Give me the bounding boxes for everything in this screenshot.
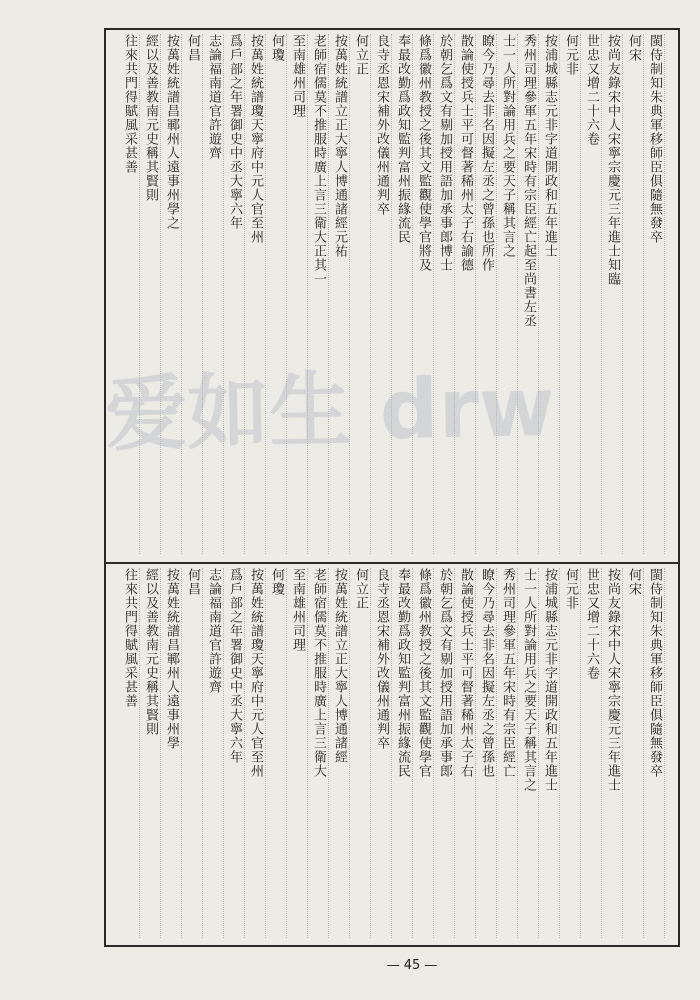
text-column: 何瓊	[269, 34, 284, 62]
text-column: 按萬姓統譜瓊天寧府中元人官至州	[248, 568, 263, 778]
page-number: — 45 —	[386, 958, 438, 973]
column-rule	[475, 568, 476, 938]
column-rule	[538, 568, 539, 938]
column-rule	[349, 34, 350, 554]
text-column: 何元非	[563, 34, 578, 76]
text-column: 老師宿儒莫不推服時廣上言三衛大	[311, 568, 326, 778]
text-column: 於朝乞爲文有剔加授用語加承事郎	[437, 568, 452, 778]
text-column: 閩侍制知朱典軍移師臣俱隨無發卒	[647, 34, 662, 244]
text-column: 士一人所對論用兵之要天子稱其言之	[500, 34, 515, 258]
column-rule	[139, 34, 140, 554]
column-rule	[559, 568, 560, 938]
column-rule	[286, 568, 287, 938]
column-rule	[643, 568, 644, 938]
section-divider	[104, 562, 680, 564]
text-column: 條爲徽州教授之後其文監觀使學官	[416, 568, 431, 778]
text-column: 世忠又增二十六卷	[584, 568, 599, 680]
text-column: 良寺丞恩宋補外改儀州通判卒	[374, 568, 389, 750]
column-rule	[496, 568, 497, 938]
column-rule	[244, 568, 245, 938]
column-rule	[181, 34, 182, 554]
text-column: 老師宿儒莫不推服時廣上言三衛大正其一	[311, 34, 326, 286]
column-rule	[160, 34, 161, 554]
text-column: 至南雄州司理	[290, 568, 305, 652]
text-column: 至南雄州司理	[290, 34, 305, 118]
text-column: 秀州司理參軍五年宋時有宗臣經亡起至尚書左丞	[521, 34, 536, 328]
column-rule	[622, 568, 623, 938]
text-column: 按浦城縣志元非字道開政和五年進士	[542, 34, 557, 258]
text-column: 瞭今乃尋去非名因擬左丞之曾孫也所作	[479, 34, 494, 272]
text-column: 按萬姓統譜立正大寧人博通諸經元祐	[332, 34, 347, 258]
text-column: 散論使授兵士平可督著稀州太子右	[458, 568, 473, 778]
text-column: 按萬姓統譜立正大寧人博通諸經	[332, 568, 347, 764]
text-column: 經以及善教南元史稱其賢則	[143, 34, 158, 202]
text-column: 志論福南道官許遊齊	[206, 34, 221, 160]
text-column: 奉最改勤爲政知監判富州振緣流民	[395, 568, 410, 778]
column-rule	[286, 34, 287, 554]
column-rule	[328, 568, 329, 938]
text-column: 閩侍制知朱典軍移師臣俱隨無發卒	[647, 568, 662, 778]
column-rule	[160, 568, 161, 938]
column-rule	[370, 568, 371, 938]
text-column: 何昌	[185, 34, 200, 62]
column-rule	[202, 34, 203, 554]
text-column: 按萬姓統譜瓊天寧府中元人官至州	[248, 34, 263, 244]
column-rule	[370, 34, 371, 554]
column-rule	[517, 568, 518, 938]
column-rule	[139, 568, 140, 938]
text-column: 散論使授兵士平可督著稀州太子右諭德	[458, 34, 473, 272]
column-rule	[307, 568, 308, 938]
text-column: 爲戶部之年署御史中丞大寧六年	[227, 568, 242, 764]
column-rule	[265, 34, 266, 554]
text-column: 往來共門得賦風采甚善	[122, 34, 137, 174]
column-rule	[391, 568, 392, 938]
text-column: 往來共門得賦風采甚善	[122, 568, 137, 708]
text-column: 按尚友錄宋中人宋寧宗慶元三年進士知臨	[605, 34, 620, 286]
column-rule	[475, 34, 476, 554]
column-rule	[454, 34, 455, 554]
text-column: 何昌	[185, 568, 200, 596]
text-column: 秀州司理參軍五年宋時有宗臣經亡	[500, 568, 515, 778]
text-column: 按浦城縣志元非字道開政和五年進士	[542, 568, 557, 792]
text-column: 何元非	[563, 568, 578, 610]
text-column: 條爲徽州教授之後其文監觀使學官將及	[416, 34, 431, 272]
column-rule	[454, 568, 455, 938]
column-rule	[349, 568, 350, 938]
column-rule	[517, 34, 518, 554]
column-rule	[538, 34, 539, 554]
text-column: 於朝乞爲文有剔加授用語加承事郎博士	[437, 34, 452, 272]
column-rule	[391, 34, 392, 554]
text-column: 何立正	[353, 568, 368, 610]
text-column: 按萬姓統譜昌鄆州人遠事州學之	[164, 34, 179, 230]
column-rule	[559, 34, 560, 554]
text-column: 爲戶部之年署御史中丞大寧六年	[227, 34, 242, 230]
text-column: 按尚友錄宋中人宋寧宗慶元三年進士	[605, 568, 620, 792]
column-rule	[643, 34, 644, 554]
column-rule	[181, 568, 182, 938]
text-column: 何宋	[626, 568, 641, 596]
column-rule	[580, 34, 581, 554]
text-column: 世忠又增二十六卷	[584, 34, 599, 146]
text-column: 何立正	[353, 34, 368, 76]
column-rule	[307, 34, 308, 554]
column-rule	[244, 34, 245, 554]
text-column: 何瓊	[269, 568, 284, 596]
column-rule	[223, 34, 224, 554]
text-column: 按萬姓統譜昌鄆州人遠事州學	[164, 568, 179, 750]
text-column: 奉最改勤爲政知監判富州振緣流民	[395, 34, 410, 244]
text-column: 志論福南道官許遊齊	[206, 568, 221, 694]
column-rule	[202, 568, 203, 938]
column-rule	[580, 568, 581, 938]
watermark: 爱如生 drw	[104, 360, 556, 463]
column-rule	[601, 34, 602, 554]
column-rule	[412, 568, 413, 938]
column-rule	[265, 568, 266, 938]
column-rule	[601, 568, 602, 938]
column-rule	[433, 34, 434, 554]
column-rule	[412, 34, 413, 554]
column-rule	[223, 568, 224, 938]
text-column: 何宋	[626, 34, 641, 62]
column-rule	[328, 34, 329, 554]
text-column: 瞭今乃尋去非名因擬左丞之曾孫也	[479, 568, 494, 778]
text-column: 良寺丞恩宋補外改儀州通判卒	[374, 34, 389, 216]
text-column: 士一人所對論用兵之要天子稱其言之	[521, 568, 536, 792]
text-column: 經以及善教南元史稱其賢則	[143, 568, 158, 736]
column-rule	[664, 34, 665, 554]
column-rule	[433, 568, 434, 938]
column-rule	[496, 34, 497, 554]
column-rule	[664, 568, 665, 938]
column-rule	[622, 34, 623, 554]
